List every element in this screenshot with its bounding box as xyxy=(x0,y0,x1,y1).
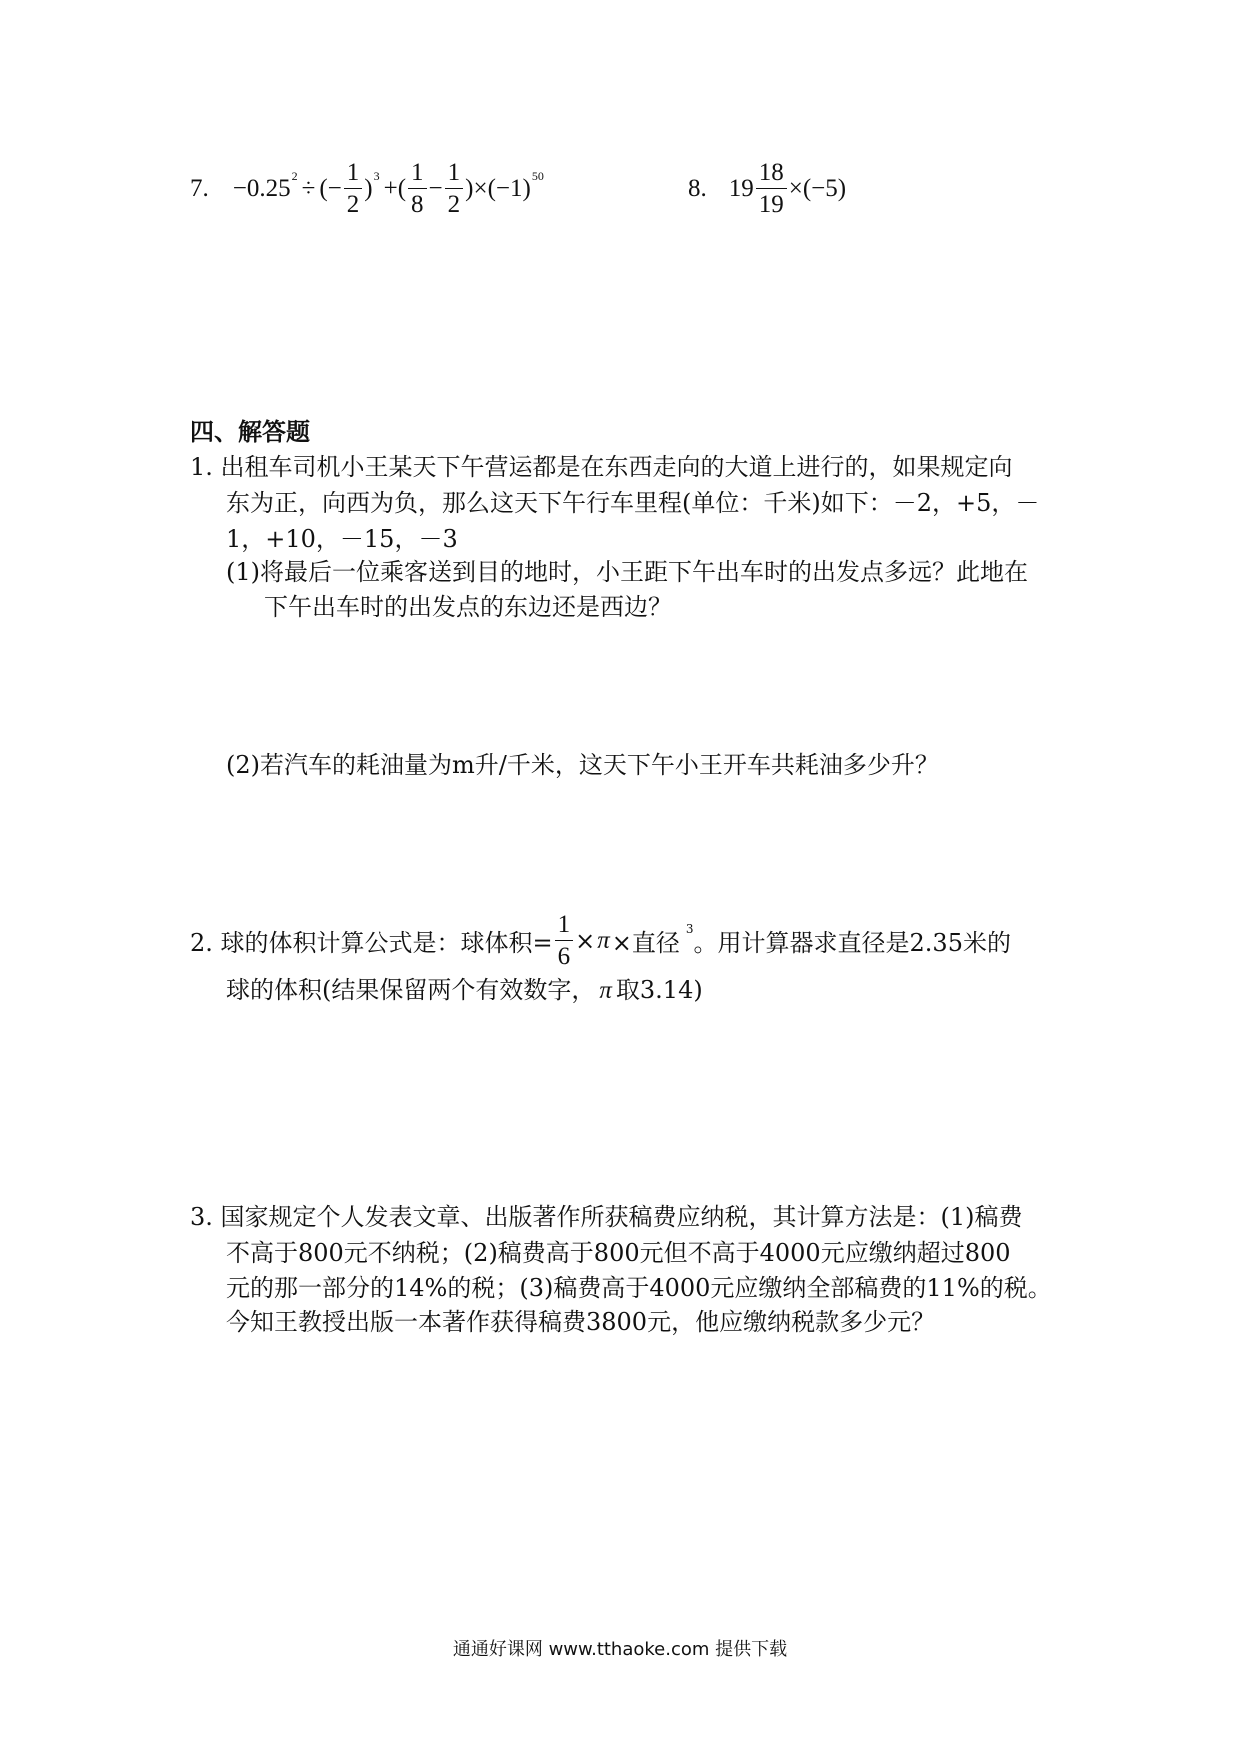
q2-line-2 xyxy=(226,970,703,1005)
problem-7-term-a: −0.25 xyxy=(232,174,291,202)
fraction-denominator: 8 xyxy=(411,191,424,218)
problem-8-whole: 19 xyxy=(728,174,754,202)
q1-line-1: 1. 出租车司机小王某天下午营运都是在东西走向的大道上进行的，如果规定向 xyxy=(190,453,1013,481)
problem-7 xyxy=(190,160,544,217)
q2-fraction xyxy=(555,912,574,969)
fraction-denominator: 19 xyxy=(758,191,784,218)
problem-7-exp-a: 2 xyxy=(291,169,298,183)
q2-prefix: 2. 球的体积计算公式是：球体积= xyxy=(190,929,553,957)
q1-line-2: 东为正，向西为负，那么这天下午行车里程(单位：千米)如下：－2，+5，－ xyxy=(226,489,1040,517)
q3-line-4: 今知王教授出版一本著作获得稿费3800元，他应缴纳税款多少元？ xyxy=(226,1308,936,1336)
fraction-numerator: 1 xyxy=(445,160,464,189)
q3-line-1: 3. 国家规定个人发表文章、出版著作所获稿费应纳税，其计算方法是：(1)稿费 xyxy=(190,1203,1023,1231)
fraction-numerator: 1 xyxy=(555,912,574,941)
q3-line-3: 元的那一部分的14%的税；(3)稿费高于4000元应缴纳全部稿费的11%的税。 xyxy=(226,1274,1052,1302)
fraction-numerator: 1 xyxy=(344,160,363,189)
q1-part-2: (2)若汽车的耗油量为m升/千米，这天下午小王开车共耗油多少升？ xyxy=(226,751,939,779)
problem-8 xyxy=(688,160,846,217)
q1-part-1-line-1: (1)将最后一位乘客送到目的地时，小王距下午出车时的出发点多远？此地在 xyxy=(226,558,1028,586)
q2-times-2: ×直径 xyxy=(611,929,680,957)
q1-line-3: 1，+10，－15，－3 xyxy=(226,525,458,553)
q2-suffix: 。用计算器求直径是2.35米的 xyxy=(693,929,1011,957)
fraction-denominator: 2 xyxy=(346,191,360,218)
problem-7-exp-b: 3 xyxy=(373,169,380,183)
problem-7-fraction-3 xyxy=(445,160,464,217)
q2-line-2-prefix: 球的体积(结果保留两个有效数字， xyxy=(226,976,596,1004)
problem-7-exp-c: 50 xyxy=(531,169,544,183)
q2-line-1 xyxy=(190,912,1011,969)
problem-8-tail: ×(−5) xyxy=(788,174,847,202)
problem-8-label: 8. xyxy=(688,174,707,202)
q2-pi-2: π xyxy=(599,977,612,1004)
problem-7-label: 7. xyxy=(190,174,209,202)
problem-8-fraction xyxy=(756,160,787,217)
q2-times-1: × xyxy=(575,926,596,955)
problem-7-plus: +( xyxy=(383,174,407,202)
problem-7-div: ÷ xyxy=(301,174,316,202)
q2-exp: 3 xyxy=(685,921,694,936)
fraction-denominator: 2 xyxy=(447,191,461,218)
q3-line-2: 不高于800元不纳税；(2)稿费高于800元但不高于4000元应缴纳超过800 xyxy=(226,1239,1011,1267)
problem-7-open: (− xyxy=(319,174,342,202)
fraction-numerator: 1 xyxy=(408,160,427,189)
problem-7-tail: )×(−1) xyxy=(465,174,531,202)
problem-7-close: ) xyxy=(364,174,373,202)
q2-line-2-suffix: 取3.14) xyxy=(615,976,703,1004)
problem-7-fraction-1 xyxy=(344,160,363,217)
problem-7-minus: − xyxy=(428,174,443,202)
fraction-numerator: 18 xyxy=(756,160,787,189)
fraction-denominator: 6 xyxy=(557,943,571,970)
problem-7-fraction-2 xyxy=(408,160,427,217)
section-title: 四、解答题 xyxy=(190,418,310,446)
q2-pi-1: π xyxy=(597,926,610,954)
footer-credit: 通通好课网 www.tthaoke.com 提供下载 xyxy=(452,1639,788,1660)
q1-part-1-line-2: 下午出车时的出发点的东边还是西边？ xyxy=(264,593,672,621)
